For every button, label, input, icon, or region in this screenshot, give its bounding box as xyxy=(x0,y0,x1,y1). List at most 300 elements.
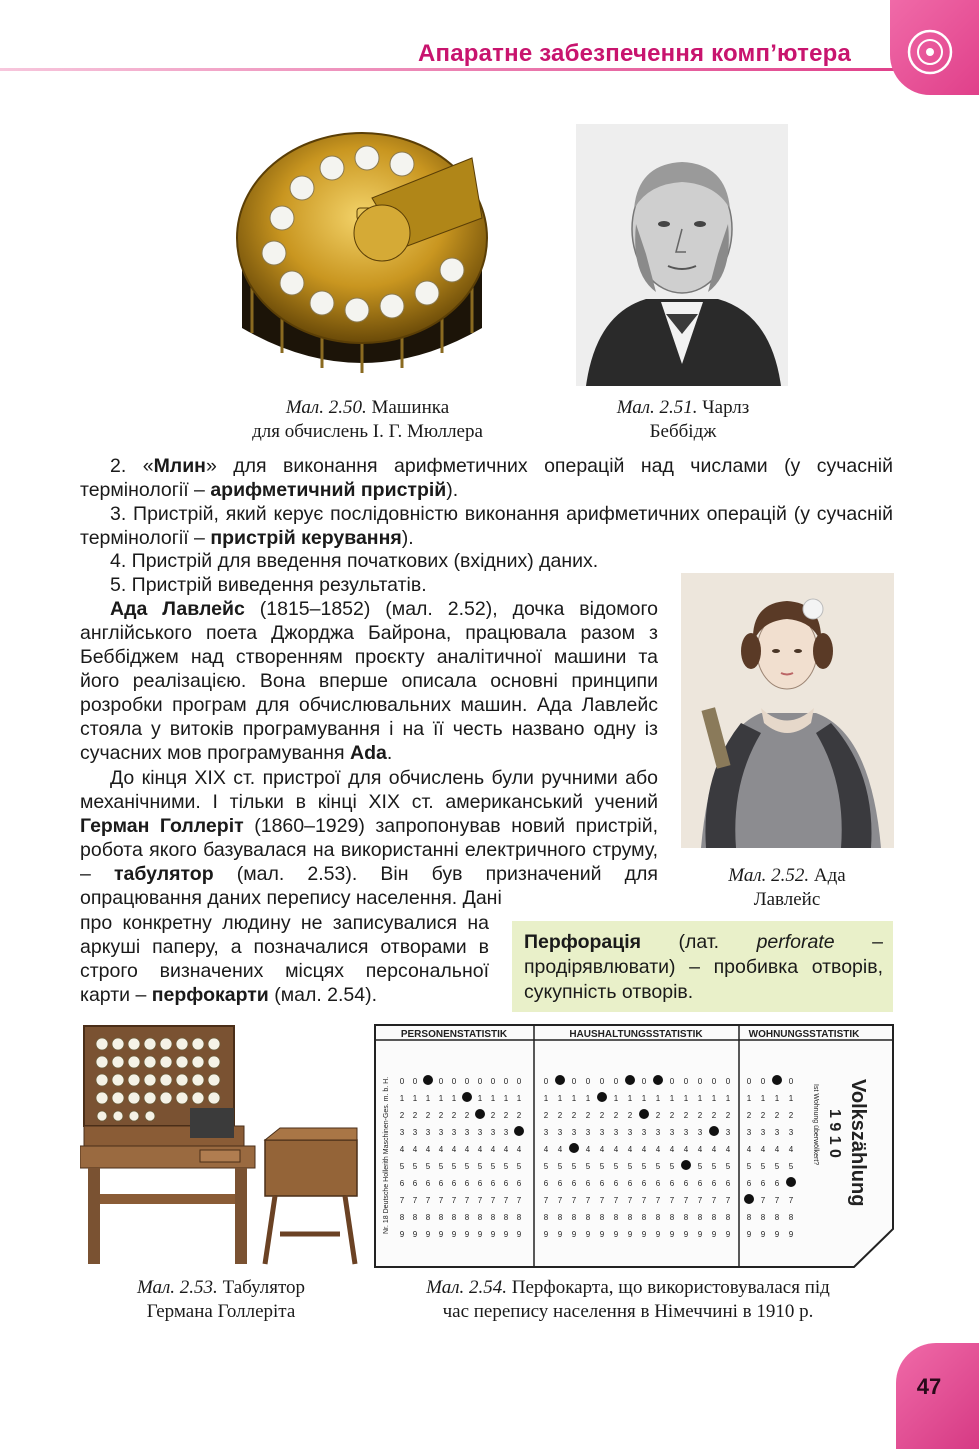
card-digit: 7 xyxy=(585,1196,591,1205)
card-digit: 2 xyxy=(543,1111,549,1120)
card-digit: 6 xyxy=(571,1179,577,1188)
card-digit: 4 xyxy=(627,1145,633,1154)
card-digit: 3 xyxy=(464,1128,470,1137)
card-digit: 8 xyxy=(613,1213,619,1222)
card-digit: 6 xyxy=(774,1179,780,1188)
card-digit: 4 xyxy=(711,1145,717,1154)
card-digit: 2 xyxy=(697,1111,703,1120)
card-digit: 3 xyxy=(641,1128,647,1137)
card-digit: 0 xyxy=(516,1077,522,1086)
card-digit: 2 xyxy=(425,1111,431,1120)
card-digit: 1 xyxy=(557,1094,563,1103)
card-digit: 0 xyxy=(399,1077,405,1086)
card-hole xyxy=(653,1075,663,1085)
caption-text: Машинка xyxy=(366,397,450,418)
card-digit: 0 xyxy=(641,1077,647,1086)
card-digit: 8 xyxy=(557,1213,563,1222)
card-hole xyxy=(709,1126,719,1136)
caption-text: час перепису населення в Німеччині в 1910 р. xyxy=(442,1301,814,1322)
card-digit: 5 xyxy=(613,1162,619,1171)
card-digit: 9 xyxy=(543,1230,549,1239)
card-digit: 1 xyxy=(711,1094,717,1103)
card-digit: 2 xyxy=(438,1111,444,1120)
header-rule xyxy=(0,68,900,71)
paragraph-hollerith: До кінця XIX ст. пристрої для обчислень були ручними або механічними. І тільки в кінці XIX ст. американський учений Герман Голлеріт (1860–1929) запропонував новий пристрій, робота якого базувалася на використанні електричного струму, – табулятор (мал. 2.53). Він був призначений для опрацювання даних перепису населення. Дані xyxy=(80,767,658,909)
card-digit: 9 xyxy=(438,1230,444,1239)
card-digit: 2 xyxy=(613,1111,619,1120)
card-digit: 9 xyxy=(627,1230,633,1239)
caption-number: Мал. 2.53. xyxy=(136,1277,218,1298)
card-digit: 1 xyxy=(746,1094,752,1103)
card-digit: 5 xyxy=(477,1162,483,1171)
card-digit: 5 xyxy=(655,1162,661,1171)
card-digit: 7 xyxy=(571,1196,577,1205)
card-digit: 9 xyxy=(425,1230,431,1239)
card-digit: 5 xyxy=(760,1162,766,1171)
paragraph-punch-card: про конкретну людину не записувалися на аркуші паперу, а позначалися отворами в строго визначених місцях персональної карти – перфокарти (мал. 2.54). xyxy=(80,912,489,1006)
card-digit: 7 xyxy=(627,1196,633,1205)
figure-2-53-caption xyxy=(96,1276,346,1324)
card-digit: 3 xyxy=(477,1128,483,1137)
card-digit: 2 xyxy=(412,1111,418,1120)
card-digit: 7 xyxy=(683,1196,689,1205)
card-digit: 7 xyxy=(477,1196,483,1205)
card-hole xyxy=(681,1160,691,1170)
card-digit: 0 xyxy=(451,1077,457,1086)
figure-2-52-caption xyxy=(692,864,882,912)
card-digit: 3 xyxy=(451,1128,457,1137)
card-digit: 9 xyxy=(669,1230,675,1239)
card-digit: 2 xyxy=(490,1111,496,1120)
card-hole xyxy=(597,1092,607,1102)
card-digit: 0 xyxy=(669,1077,675,1086)
card-hole xyxy=(772,1075,782,1085)
card-digit: 8 xyxy=(477,1213,483,1222)
card-digit: 6 xyxy=(599,1179,605,1188)
card-digit: 7 xyxy=(760,1196,766,1205)
card-digit: 8 xyxy=(412,1213,418,1222)
card-digit: 6 xyxy=(746,1179,752,1188)
card-digit: 3 xyxy=(697,1128,703,1137)
card-digit: 9 xyxy=(599,1230,605,1239)
caption-number: Мал. 2.52. xyxy=(728,865,810,886)
card-digit: 5 xyxy=(641,1162,647,1171)
card-digit: 0 xyxy=(477,1077,483,1086)
card-digit: 5 xyxy=(627,1162,633,1171)
card-digit: 1 xyxy=(543,1094,549,1103)
card-digit: 7 xyxy=(425,1196,431,1205)
card-digit: 1 xyxy=(451,1094,457,1103)
card-digit: 0 xyxy=(697,1077,703,1086)
card-digit: 4 xyxy=(641,1145,647,1154)
card-hole xyxy=(625,1075,635,1085)
definition-term: Перфорація xyxy=(524,931,642,953)
card-digit: 8 xyxy=(711,1213,717,1222)
card-digit: 0 xyxy=(683,1077,689,1086)
card-digit: 8 xyxy=(760,1213,766,1222)
card-digit: 6 xyxy=(464,1179,470,1188)
card-digit: 4 xyxy=(599,1145,605,1154)
card-digit: 8 xyxy=(788,1213,794,1222)
card-digit: 7 xyxy=(503,1196,509,1205)
card-digit: 3 xyxy=(438,1128,444,1137)
card-digit: 8 xyxy=(774,1213,780,1222)
figure-2-53-image xyxy=(80,1024,360,1266)
paragraph-output: 5. Пристрій виведення результатів. xyxy=(110,574,427,596)
card-hole xyxy=(423,1075,433,1085)
card-digit: 8 xyxy=(503,1213,509,1222)
card-digit: 5 xyxy=(451,1162,457,1171)
card-digit: 3 xyxy=(490,1128,496,1137)
card-digit: 3 xyxy=(425,1128,431,1137)
card-side-note: Ist Wohnung überwölkert? xyxy=(812,1084,819,1166)
card-digit: 9 xyxy=(490,1230,496,1239)
card-digit: 2 xyxy=(669,1111,675,1120)
card-digit: 2 xyxy=(711,1111,717,1120)
card-digit: 2 xyxy=(451,1111,457,1120)
card-digit: 6 xyxy=(627,1179,633,1188)
card-digit: 2 xyxy=(627,1111,633,1120)
card-digit: 1 xyxy=(760,1094,766,1103)
card-digit: 4 xyxy=(490,1145,496,1154)
card-digit: 9 xyxy=(774,1230,780,1239)
caption-number: Мал. 2.54. xyxy=(426,1277,507,1298)
page-number: 47 xyxy=(916,1374,942,1399)
definition-box: Перфорація (лат. perforate – продірявлювати) – пробивка отворів, сукупність отворів. xyxy=(512,921,893,1012)
card-digit: 7 xyxy=(655,1196,661,1205)
card-section-household: HAUSHALTUNGSSTATISTIK xyxy=(569,1029,703,1040)
card-year: 1 9 1 0 xyxy=(826,1109,843,1158)
card-digit: 7 xyxy=(438,1196,444,1205)
card-digit: 5 xyxy=(725,1162,731,1171)
paragraph-mill: 2. «Млин» для виконання арифметичних операцій над числами (у сучасній термінології – арифметичний пристрій). xyxy=(80,455,894,501)
caption-number: Мал. 2.51. xyxy=(616,397,698,418)
card-digit: 7 xyxy=(669,1196,675,1205)
card-digit: 1 xyxy=(655,1094,661,1103)
card-digit: 6 xyxy=(641,1179,647,1188)
card-digit: 4 xyxy=(725,1145,731,1154)
card-digit: 3 xyxy=(412,1128,418,1137)
card-digit: 9 xyxy=(503,1230,509,1239)
card-digit: 2 xyxy=(683,1111,689,1120)
card-digit: 3 xyxy=(760,1128,766,1137)
card-digit: 2 xyxy=(746,1111,752,1120)
card-digit: 0 xyxy=(490,1077,496,1086)
card-digit: 3 xyxy=(746,1128,752,1137)
card-digit: 6 xyxy=(669,1179,675,1188)
card-digit: 6 xyxy=(543,1179,549,1188)
card-digit: 0 xyxy=(503,1077,509,1086)
card-digit: 4 xyxy=(613,1145,619,1154)
card-digit: 6 xyxy=(477,1179,483,1188)
card-digit: 4 xyxy=(516,1145,522,1154)
card-digit: 8 xyxy=(490,1213,496,1222)
paragraph-control-unit: 3. Пристрій, який керує послідовністю виконання арифметичних операцій (у сучасній термінології – пристрій керування). xyxy=(80,503,893,549)
card-digit: 9 xyxy=(683,1230,689,1239)
card-digit: 7 xyxy=(697,1196,703,1205)
card-section-housing: WOHNUNGSSTATISTIK xyxy=(748,1029,860,1040)
caption-text: для обчислень І. Г. Мюллера xyxy=(252,421,483,442)
figure-2-50-image xyxy=(222,98,502,390)
card-digit: 0 xyxy=(613,1077,619,1086)
card-digit: 4 xyxy=(655,1145,661,1154)
card-digit: 0 xyxy=(788,1077,794,1086)
card-digit: 9 xyxy=(788,1230,794,1239)
card-digit: 4 xyxy=(585,1145,591,1154)
card-digit: 6 xyxy=(725,1179,731,1188)
card-hole xyxy=(744,1194,754,1204)
card-digit: 9 xyxy=(464,1230,470,1239)
caption-text: Беббідж xyxy=(649,421,717,442)
card-digit: 6 xyxy=(760,1179,766,1188)
card-digit: 2 xyxy=(585,1111,591,1120)
card-digit: 3 xyxy=(543,1128,549,1137)
card-digit: 2 xyxy=(516,1111,522,1120)
card-digit: 1 xyxy=(490,1094,496,1103)
card-digit: 8 xyxy=(464,1213,470,1222)
card-digit: 9 xyxy=(571,1230,577,1239)
card-digit: 0 xyxy=(464,1077,470,1086)
card-digit: 8 xyxy=(585,1213,591,1222)
card-digit: 0 xyxy=(725,1077,731,1086)
card-section-personal: PERSONENSTATISTIK xyxy=(400,1029,508,1040)
caption-text: Чарлз xyxy=(697,397,750,418)
card-digit: 7 xyxy=(774,1196,780,1205)
card-digit: 9 xyxy=(613,1230,619,1239)
card-digit: 9 xyxy=(585,1230,591,1239)
card-digit: 4 xyxy=(425,1145,431,1154)
card-digit: 7 xyxy=(543,1196,549,1205)
card-digit: 7 xyxy=(599,1196,605,1205)
card-digit: 8 xyxy=(571,1213,577,1222)
card-digit: 8 xyxy=(746,1213,752,1222)
card-digit: 2 xyxy=(599,1111,605,1120)
card-digit: 7 xyxy=(557,1196,563,1205)
card-digit: 5 xyxy=(490,1162,496,1171)
card-hole xyxy=(569,1143,579,1153)
figure-2-52-image xyxy=(681,573,894,848)
card-digit: 4 xyxy=(683,1145,689,1154)
card-digit: 8 xyxy=(655,1213,661,1222)
card-digit: 7 xyxy=(412,1196,418,1205)
card-digit: 3 xyxy=(669,1128,675,1137)
card-digit: 2 xyxy=(571,1111,577,1120)
card-digit: 3 xyxy=(683,1128,689,1137)
card-hole xyxy=(555,1075,565,1085)
card-digit: 9 xyxy=(557,1230,563,1239)
card-digit: 8 xyxy=(697,1213,703,1222)
card-digit: 6 xyxy=(438,1179,444,1188)
card-digit: 1 xyxy=(438,1094,444,1103)
card-digit: 1 xyxy=(477,1094,483,1103)
card-digit: 3 xyxy=(613,1128,619,1137)
card-digit: 8 xyxy=(683,1213,689,1222)
card-digit: 0 xyxy=(746,1077,752,1086)
card-digit: 1 xyxy=(788,1094,794,1103)
card-digit: 6 xyxy=(557,1179,563,1188)
card-digit: 3 xyxy=(725,1128,731,1137)
card-digit: 8 xyxy=(641,1213,647,1222)
card-digit: 7 xyxy=(516,1196,522,1205)
card-digit: 4 xyxy=(464,1145,470,1154)
card-digit: 7 xyxy=(399,1196,405,1205)
card-digit: 5 xyxy=(543,1162,549,1171)
figure-2-51-caption xyxy=(588,396,778,444)
paragraph-ada-lovelace: Ада Лавлейс (1815–1852) (мал. 2.52), дочка відомого англійського поета Джорджа Байрона, працювала разом з Беббіджем над створенням проєкту аналітичної машини та його реалізацією. Вона вперше описала основні принципи розробки програм для обчислювальних машин. Ада Лавлейс стояла у витоків програмування і на її честь названо одну із сучасних мов програмування Ada. xyxy=(80,598,658,764)
card-digit: 6 xyxy=(490,1179,496,1188)
card-digit: 7 xyxy=(464,1196,470,1205)
card-hole xyxy=(786,1177,796,1187)
card-digit: 8 xyxy=(425,1213,431,1222)
card-vertical-label: Nr. 18 Deutsche Hollerith Maschinen-Ges. m. b. H. xyxy=(383,1076,390,1234)
card-digit: 4 xyxy=(412,1145,418,1154)
definition-latin: perforate xyxy=(756,931,835,953)
card-digit: 6 xyxy=(697,1179,703,1188)
card-digit: 9 xyxy=(697,1230,703,1239)
card-digit: 5 xyxy=(599,1162,605,1171)
card-digit: 6 xyxy=(683,1179,689,1188)
card-digit: 5 xyxy=(746,1162,752,1171)
card-digit: 5 xyxy=(697,1162,703,1171)
chapter-title: Апаратне забезпечення комп’ютера xyxy=(418,40,852,67)
card-digit: 3 xyxy=(503,1128,509,1137)
card-digit: 2 xyxy=(399,1111,405,1120)
card-digit: 6 xyxy=(516,1179,522,1188)
card-digit: 4 xyxy=(669,1145,675,1154)
card-digit: 0 xyxy=(585,1077,591,1086)
caption-text: Лавлейс xyxy=(753,889,821,910)
card-digit: 7 xyxy=(490,1196,496,1205)
card-digit: 1 xyxy=(585,1094,591,1103)
card-digit: 5 xyxy=(711,1162,717,1171)
card-digit: 8 xyxy=(669,1213,675,1222)
card-digit: 5 xyxy=(464,1162,470,1171)
card-digit: 4 xyxy=(477,1145,483,1154)
card-digit: 5 xyxy=(557,1162,563,1171)
card-digit: 1 xyxy=(412,1094,418,1103)
card-digit: 7 xyxy=(788,1196,794,1205)
figure-2-51-image xyxy=(576,124,788,386)
card-digit: 9 xyxy=(516,1230,522,1239)
card-digit: 3 xyxy=(571,1128,577,1137)
card-digit: 7 xyxy=(641,1196,647,1205)
card-digit: 0 xyxy=(438,1077,444,1086)
card-digit: 0 xyxy=(412,1077,418,1086)
card-digit: 4 xyxy=(543,1145,549,1154)
caption-number: Мал. 2.50. xyxy=(285,397,367,418)
card-digit: 8 xyxy=(543,1213,549,1222)
card-digit: 1 xyxy=(725,1094,731,1103)
card-digit: 0 xyxy=(711,1077,717,1086)
card-digit: 1 xyxy=(503,1094,509,1103)
card-digit: 4 xyxy=(399,1145,405,1154)
caption-text: Германа Голлеріта xyxy=(146,1301,296,1322)
card-digit: 7 xyxy=(725,1196,731,1205)
card-digit: 7 xyxy=(711,1196,717,1205)
card-digit: 1 xyxy=(627,1094,633,1103)
card-digit: 9 xyxy=(399,1230,405,1239)
card-digit: 2 xyxy=(760,1111,766,1120)
card-digit: 1 xyxy=(613,1094,619,1103)
card-digit: 9 xyxy=(725,1230,731,1239)
card-digit: 4 xyxy=(503,1145,509,1154)
card-digit: 1 xyxy=(697,1094,703,1103)
card-digit: 1 xyxy=(571,1094,577,1103)
card-digit: 5 xyxy=(503,1162,509,1171)
card-digit: 6 xyxy=(399,1179,405,1188)
card-digit: 9 xyxy=(760,1230,766,1239)
card-digit: 6 xyxy=(451,1179,457,1188)
card-hole xyxy=(639,1109,649,1119)
card-digit: 8 xyxy=(399,1213,405,1222)
card-digit: 9 xyxy=(477,1230,483,1239)
card-digit: 8 xyxy=(451,1213,457,1222)
figure-2-54-caption xyxy=(366,1276,890,1324)
card-hole xyxy=(462,1092,472,1102)
figure-2-50-caption xyxy=(200,396,535,444)
card-digit: 6 xyxy=(425,1179,431,1188)
card-digit: 2 xyxy=(774,1111,780,1120)
caption-text: Табулятор xyxy=(217,1277,306,1298)
card-digit: 6 xyxy=(655,1179,661,1188)
card-digit: 5 xyxy=(774,1162,780,1171)
card-digit: 7 xyxy=(613,1196,619,1205)
card-digit: 4 xyxy=(438,1145,444,1154)
card-digit: 7 xyxy=(451,1196,457,1205)
card-digit: 2 xyxy=(725,1111,731,1120)
card-digit: 3 xyxy=(557,1128,563,1137)
card-digit: 5 xyxy=(425,1162,431,1171)
card-digit: 8 xyxy=(627,1213,633,1222)
card-digit: 5 xyxy=(669,1162,675,1171)
card-digit: 9 xyxy=(655,1230,661,1239)
card-digit: 3 xyxy=(788,1128,794,1137)
figure-2-54-image xyxy=(374,1024,895,1268)
card-digit: 5 xyxy=(585,1162,591,1171)
card-digit: 4 xyxy=(788,1145,794,1154)
card-digit: 9 xyxy=(711,1230,717,1239)
card-digit: 4 xyxy=(760,1145,766,1154)
card-digit: 1 xyxy=(516,1094,522,1103)
card-digit: 3 xyxy=(655,1128,661,1137)
card-digit: 0 xyxy=(571,1077,577,1086)
card-digit: 6 xyxy=(412,1179,418,1188)
card-digit: 5 xyxy=(516,1162,522,1171)
card-digit: 5 xyxy=(571,1162,577,1171)
card-digit: 5 xyxy=(438,1162,444,1171)
card-digit: 1 xyxy=(683,1094,689,1103)
card-digit: 8 xyxy=(599,1213,605,1222)
card-digit: 2 xyxy=(464,1111,470,1120)
card-digit: 0 xyxy=(543,1077,549,1086)
card-digit: 8 xyxy=(516,1213,522,1222)
card-digit: 0 xyxy=(760,1077,766,1086)
card-hole xyxy=(475,1109,485,1119)
card-digit: 5 xyxy=(788,1162,794,1171)
card-digit: 1 xyxy=(669,1094,675,1103)
caption-text: Перфокарта, що використовувалася під xyxy=(507,1277,830,1298)
card-digit: 2 xyxy=(788,1111,794,1120)
card-digit: 1 xyxy=(641,1094,647,1103)
card-digit: 2 xyxy=(655,1111,661,1120)
card-digit: 3 xyxy=(599,1128,605,1137)
disc-icon xyxy=(906,28,954,76)
card-digit: 4 xyxy=(557,1145,563,1154)
card-digit: 2 xyxy=(557,1111,563,1120)
card-digit: 4 xyxy=(746,1145,752,1154)
card-digit: 9 xyxy=(451,1230,457,1239)
card-hole xyxy=(514,1126,524,1136)
